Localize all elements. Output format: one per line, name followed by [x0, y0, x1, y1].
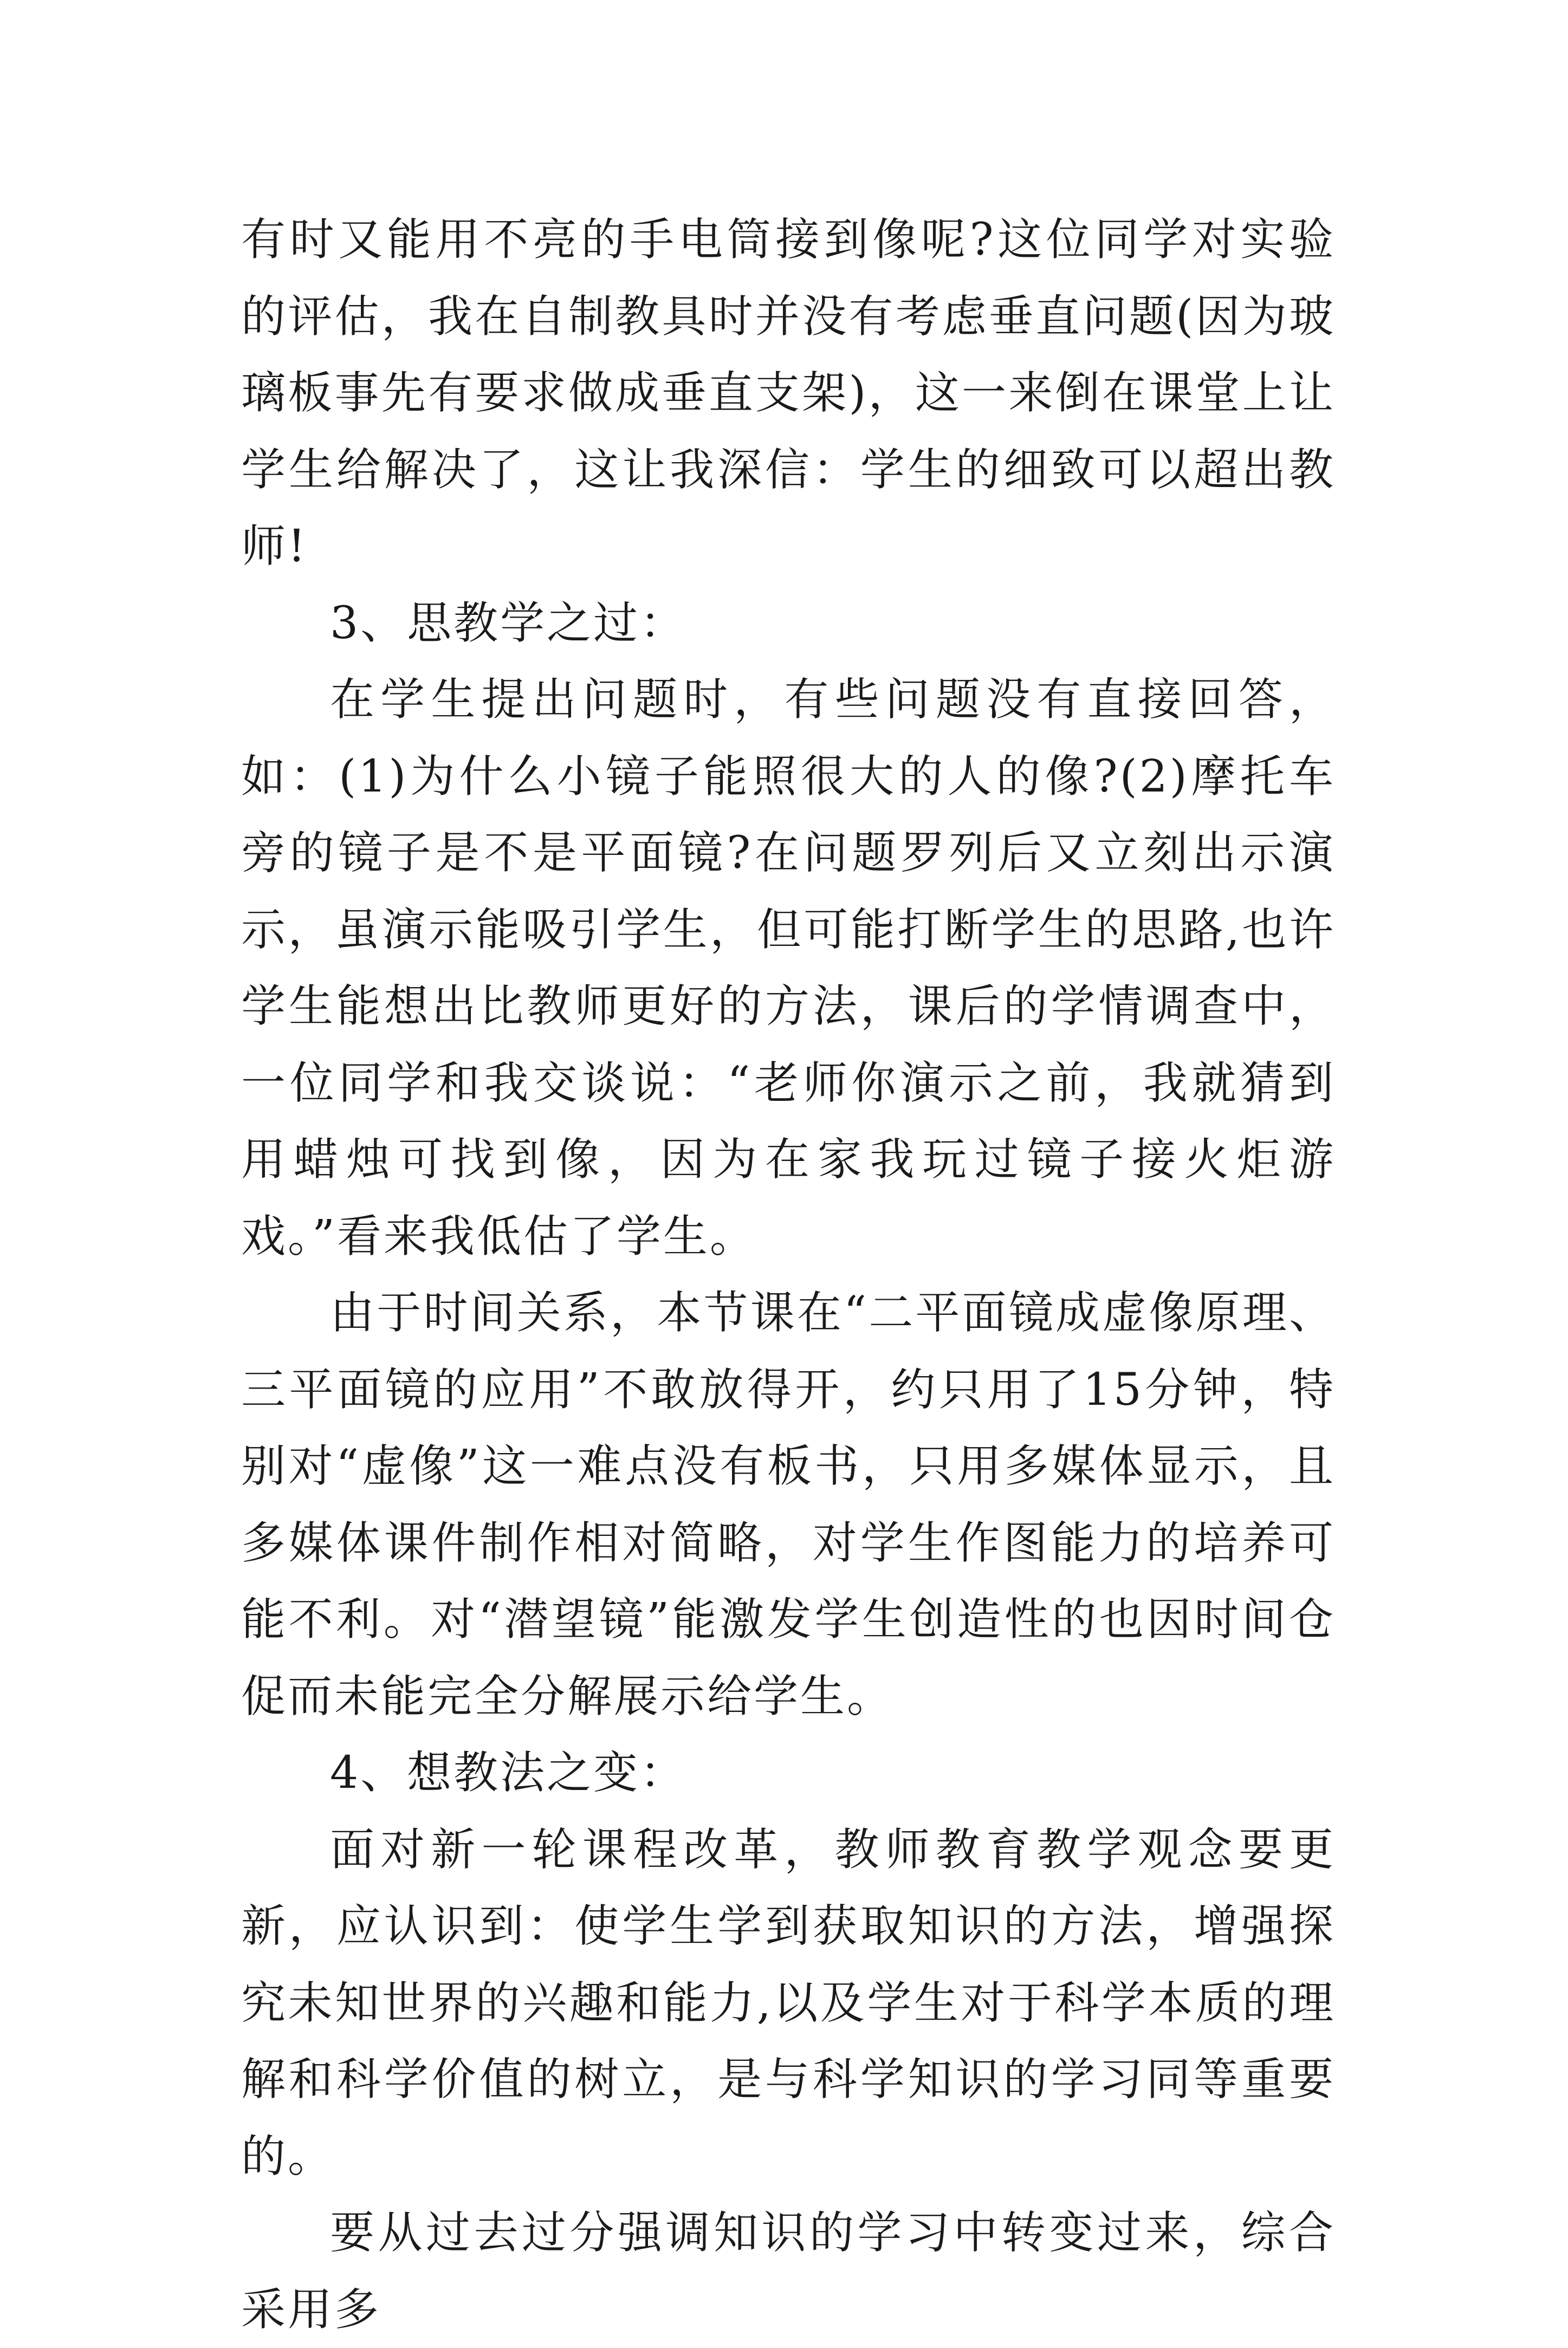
paragraph-transition: 要从过去过分强调知识的学习中转变过来，综合采用多	[241, 2207, 1336, 2336]
section-heading-teaching-changes: 4、想教法之变：	[330, 1747, 687, 1799]
paragraph-time-constraints: 由于时间关系，本节课在“二平面镜成虚像原理、三平面镜的应用”不敢放得开，约只用了15分钟，特别对“虚像”这一难点没有板书，只用多媒体显示，且多媒体课件制作相对简略，对学生作图能力的培养可能不利。对“潜望镜”能激发学生创造性的也因时间仓促而未能完全分解展示给学生。	[241, 1287, 1336, 1722]
section-heading-reflect-mistakes: 3、思教学之过：	[330, 597, 687, 649]
paragraph-questions: 在学生提出问题时，有些问题没有直接回答，如：(1)为什么小镜子能照很大的人的像?(2)摩托车旁的镜子是不是平面镜?在问题罗列后又立刻出示演示，虽演示能吸引学生，但可能打断学生的思路,也许学生能想出比教师更好的方法，课后的学情调查中，一位同学和我交谈说：“老师你演示之前，我就猜到用蜡烛可找到像，因为在家我玩过镜子接火炬游戏。”看来我低估了学生。	[241, 674, 1336, 1262]
document-body	[241, 202, 1336, 2348]
paragraph-continuation: 有时又能用不亮的手电筒接到像呢?这位同学对实验的评估，我在自制教具时并没有考虑垂直问题(因为玻璃板事先有要求做成垂直支架)，这一来倒在课堂上让学生给解决了，这让我深信：学生的细致可以超出教师!	[241, 214, 1336, 572]
paragraph-curriculum-reform: 面对新一轮课程改革，教师教育教学观念要更新，应认识到：使学生学到获取知识的方法，增强探究未知世界的兴趣和能力,以及学生对于科学本质的理解和科学价值的树立，是与科学知识的学习同等重要的。	[241, 1824, 1336, 2182]
